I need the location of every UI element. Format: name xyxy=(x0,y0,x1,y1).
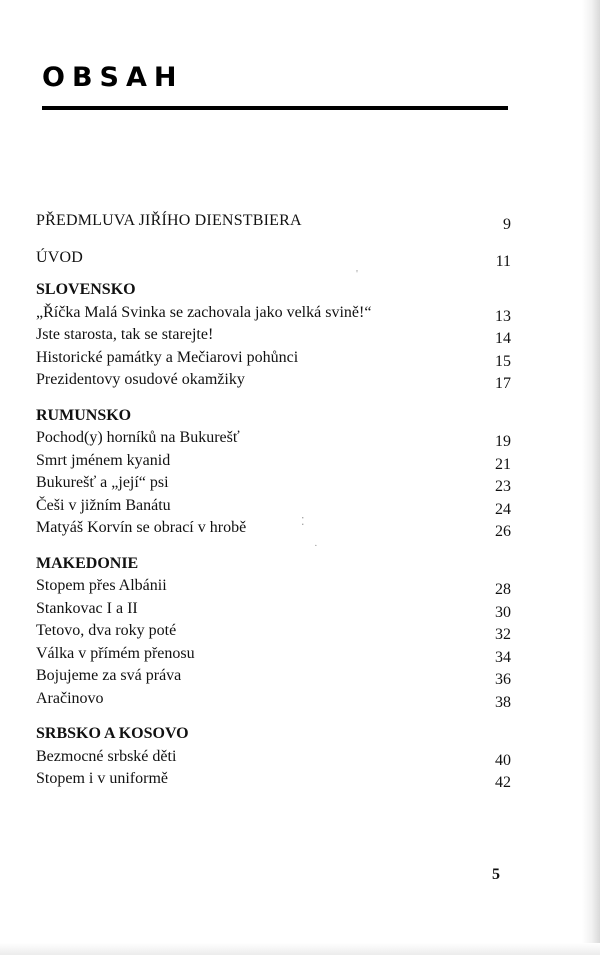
toc-entry-page: 32 xyxy=(495,626,511,643)
toc-entry-page: 36 xyxy=(495,671,511,688)
toc-entry-page: 11 xyxy=(495,252,511,270)
toc-entry-title: Češi v jižním Banátu xyxy=(36,496,171,514)
toc-entry[interactable] xyxy=(36,472,511,495)
toc-entry[interactable] xyxy=(36,324,511,347)
toc-entry[interactable] xyxy=(36,369,511,392)
toc-entry-title: Aračinovo xyxy=(36,689,104,707)
toc-entry-page: 19 xyxy=(495,433,511,450)
section-heading-rumunsko: RUMUNSKO xyxy=(36,406,132,424)
toc-entry[interactable] xyxy=(36,665,511,688)
toc-entry-page: 23 xyxy=(495,478,511,495)
toc-entry-title: Stankovac I a II xyxy=(36,599,138,617)
toc-entry[interactable] xyxy=(36,427,511,450)
toc-entry[interactable] xyxy=(36,495,511,518)
toc-entry-title: Pochod(y) horníků na Bukurešť xyxy=(36,429,240,446)
toc-entry[interactable] xyxy=(36,598,511,621)
toc-entry[interactable] xyxy=(36,450,511,473)
toc-entry-title: „Říčka Malá Svinka se zachovala jako velká svině!“ xyxy=(36,303,372,321)
page-edge-shadow xyxy=(582,0,600,955)
toc-entry[interactable] xyxy=(36,768,511,791)
toc-entry-page: 42 xyxy=(495,774,511,791)
toc-entry-title: Smrt jménem kyanid xyxy=(36,451,171,469)
toc-entry-introduction[interactable] xyxy=(36,247,511,270)
toc-entry-page: 28 xyxy=(495,581,511,598)
page-title: OBSAH xyxy=(42,62,184,93)
toc-entry-title: Prezidentovy osudové okamžiky xyxy=(36,371,245,388)
toc-entry-page: 38 xyxy=(495,693,511,711)
toc-entry[interactable] xyxy=(36,746,511,769)
page-bottom-shadow xyxy=(0,943,600,955)
toc-entry[interactable] xyxy=(36,688,511,711)
toc-entry-title: Bukurešť a „její“ psi xyxy=(36,474,169,491)
paper-speck: ' xyxy=(356,268,358,280)
toc-entry-title: Válka v přímém přenosu xyxy=(36,644,195,662)
toc-entry-foreword[interactable] xyxy=(36,210,511,233)
title-rule xyxy=(42,106,508,110)
toc-entry-page: 21 xyxy=(495,455,511,473)
toc-entry[interactable] xyxy=(36,575,511,598)
toc-entry-page: 9 xyxy=(503,216,511,233)
toc-entry-title: PŘEDMLUVA JIŘÍHO DIENSTBIERA xyxy=(36,212,302,229)
toc-entry-title: Bezmocné srbské děti xyxy=(36,747,177,765)
toc-entry-page: 26 xyxy=(495,523,511,540)
toc-entry[interactable] xyxy=(36,643,511,666)
toc-entry-title: Historické památky a Mečiarovi pohůnci xyxy=(36,348,299,366)
paper-speck: ⁚ xyxy=(301,516,305,528)
toc-entry[interactable] xyxy=(36,620,511,643)
page-number: 5 xyxy=(492,866,500,883)
toc-entry-page: 40 xyxy=(495,751,511,769)
table-of-contents xyxy=(36,210,511,791)
toc-entry-page: 34 xyxy=(495,648,511,666)
toc-entry-title: Matyáš Korvín se obrací v hrobě xyxy=(36,519,247,536)
toc-entry-page: 13 xyxy=(495,307,511,325)
toc-entry-title: Jste starosta, tak se starejte! xyxy=(36,326,214,343)
section-heading-makedonie: MAKEDONIE xyxy=(36,554,139,572)
toc-entry-page: 14 xyxy=(495,330,511,347)
toc-entry-page: 24 xyxy=(495,500,511,518)
toc-entry[interactable] xyxy=(36,302,511,325)
toc-entry-title: ÚVOD xyxy=(36,248,84,266)
toc-entry-page: 17 xyxy=(495,375,511,392)
toc-entry-title: Tetovo, dva roky poté xyxy=(36,622,177,639)
section-heading-srbsko-a-kosovo: SRBSKO A KOSOVO xyxy=(36,725,189,742)
toc-entry-page: 15 xyxy=(495,352,511,370)
toc-entry[interactable] xyxy=(36,347,511,370)
section-heading-slovensko: SLOVENSKO xyxy=(36,281,136,298)
toc-entry-title: Stopem i v uniformě xyxy=(36,770,168,787)
toc-entry-title: Bojujeme za svá práva xyxy=(36,667,182,684)
paper-speck: · xyxy=(314,540,318,552)
toc-entry-title: Stopem přes Albánii xyxy=(36,577,167,594)
toc-entry-page: 30 xyxy=(495,603,511,621)
toc-entry[interactable] xyxy=(36,517,511,540)
